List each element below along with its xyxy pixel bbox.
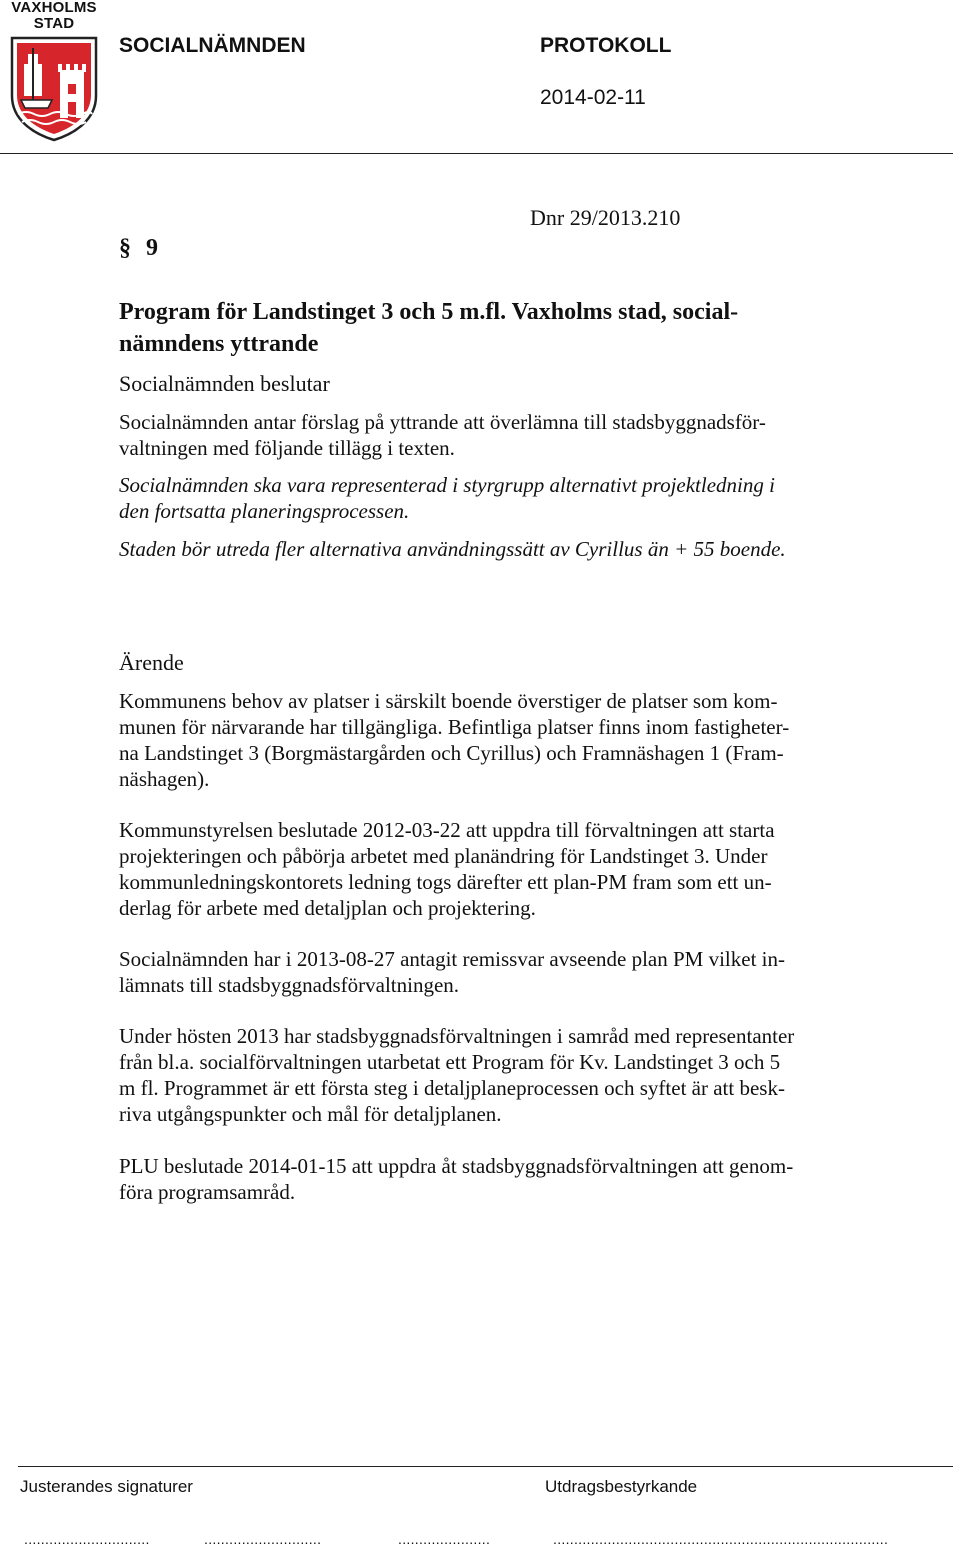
matter-line: näshagen). [119, 767, 210, 791]
vaxholms-stad-logo [6, 0, 102, 144]
matter-paragraph-2 [119, 817, 775, 921]
signature-line-2: ............................ [204, 1531, 322, 1547]
document-type: PROTOKOLL [540, 34, 672, 57]
matter-paragraph-4 [119, 1023, 794, 1127]
header-divider [0, 153, 953, 154]
adjuster-signatures-label: Justerandes signaturer [20, 1477, 193, 1496]
matter-line: na Landstinget 3 (Borgmästargården och Cyrillus) och Framnäshagen 1 (Fram- [119, 741, 784, 765]
title-line-2: nämndens yttrande [119, 331, 319, 357]
logo-text-vaxholms: VAXHOLMS [11, 0, 97, 16]
matter-paragraph-5 [119, 1153, 793, 1205]
department-name: SOCIALNÄMNDEN [119, 34, 306, 57]
decision-addition-line: Staden bör utreda fler alternativa användningssätt av Cyrillus än + 55 boende. [119, 537, 786, 561]
diary-number: Dnr 29/2013.210 [530, 205, 681, 230]
matter-paragraph-1 [119, 688, 789, 792]
city-coat-of-arms-icon [8, 34, 100, 142]
matter-line: derlag för arbete med detaljplan och projektering. [119, 896, 536, 920]
matter-line: kommunledningskontorets ledning togs därefter ett plan-PM fram som ett un- [119, 870, 772, 894]
decision-intro [119, 409, 766, 461]
paragraph-symbol: § [119, 235, 131, 261]
matter-line: PLU beslutade 2014-01-15 att uppdra åt stadsbyggnadsförvaltningen att genom- [119, 1154, 794, 1178]
matter-line: m fl. Programmet är ett första steg i detaljplaneprocessen och syftet är att besk- [119, 1076, 785, 1100]
decision-addition-line: den fortsatta planeringsprocessen. [119, 499, 410, 523]
matter-line: Under hösten 2013 har stadsbyggnadsförvaltningen i samråd med representanter [119, 1024, 795, 1048]
matter-heading: Ärende [119, 650, 184, 675]
decision-intro-line: valtningen med följande tillägg i texten. [119, 436, 455, 460]
matter-line: Kommunens behov av platser i särskilt boende överstiger de platser som kom- [119, 689, 778, 713]
logo-text-stad: STAD [33, 15, 75, 32]
paragraph-number: 9 [146, 235, 158, 261]
matter-line: föra programsamråd. [119, 1180, 296, 1204]
matter-line: Socialnämnden har i 2013-08-27 antagit remissvar avseende plan PM vilket in- [119, 947, 786, 971]
matter-line: riva utgångspunkter och mål för detaljplanen. [119, 1102, 502, 1126]
footer-divider [18, 1466, 953, 1467]
decision-addition-line: Socialnämnden ska vara representerad i styrgrupp alternativt projektledning i [119, 473, 775, 497]
matter-line: lämnats till stadsbyggnadsförvaltningen. [119, 973, 460, 997]
matter-line: från bl.a. socialförvaltningen utarbetat ett Program för Kv. Landstinget 3 och 5 [119, 1050, 781, 1074]
title-line-1: Program för Landstinget 3 och 5 m.fl. Vaxholms stad, social- [119, 299, 739, 325]
decision-heading: Socialnämnden beslutar [119, 371, 330, 396]
matter-paragraph-3 [119, 946, 785, 998]
signature-line-3: ...................... [398, 1531, 491, 1547]
matter-line: Kommunstyrelsen beslutade 2012-03-22 att uppdra till förvaltningen att starta [119, 818, 775, 842]
decision-addition-2 [119, 536, 786, 562]
matter-line: munen för närvarande har tillgängliga. Befintliga platser finns inom fastigheter- [119, 715, 790, 739]
decision-addition-1 [119, 472, 775, 524]
signature-line-1: .............................. [24, 1531, 150, 1547]
extract-certification-label: Utdragsbestyrkande [545, 1477, 698, 1496]
decision-intro-line: Socialnämnden antar förslag på yttrande att överlämna till stadsbyggnadsför- [119, 410, 766, 434]
meeting-date: 2014-02-11 [540, 86, 646, 109]
matter-line: projekteringen och påbörja arbetet med planändring för Landstinget 3. Under [119, 844, 768, 868]
certification-line: ................................................................................ [553, 1531, 889, 1547]
